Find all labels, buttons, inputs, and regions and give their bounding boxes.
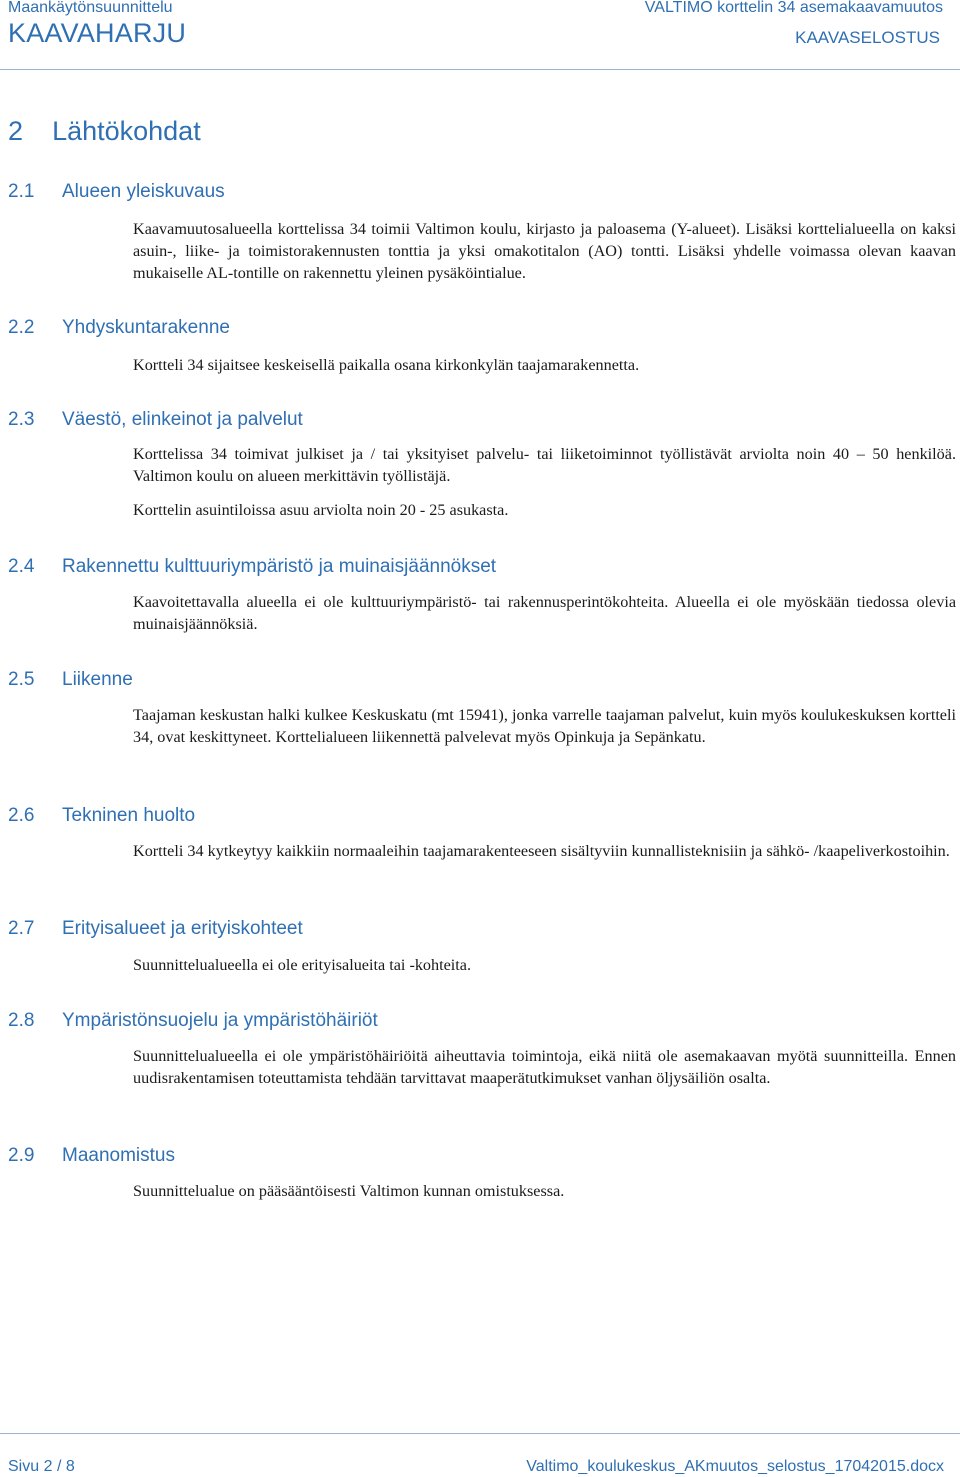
section-body xyxy=(133,591,956,635)
paragraph: Taajaman keskustan halki kulkee Keskuskatu (mt 15941), jonka varrelle taajaman palvelut, kuin myös koulukeskuksen kortteli 34, ovat keskittyneet. Korttelialueen liikennettä palvelevat myös Opinkuja ja Sepänkatu. xyxy=(133,706,956,746)
section-heading xyxy=(8,805,195,827)
section-number: 2.1 xyxy=(8,181,35,202)
chapter-title: Lähtökohdat xyxy=(52,116,201,146)
section-body xyxy=(133,1180,956,1202)
section-title: Maanomistus xyxy=(62,1145,175,1166)
section-heading xyxy=(8,1010,378,1032)
section-number: 2.7 xyxy=(8,918,35,939)
paragraph: Suunnittelualueella ei ole ympäristöhäiriöitä aiheuttavia toimintoja, eikä niitä ole asemakaavan myötä suunnitteilla. Ennen uudisrakentamisen toteuttamista tehdään tarvittavat maaperätutkimukset vanhan öljysäiliön osalta. xyxy=(133,1047,956,1087)
paragraph: Suunnittelualue on pääsääntöisesti Valtimon kunnan omistuksessa. xyxy=(133,1182,565,1200)
paragraph: Kortteli 34 sijaitsee keskeisellä paikalla osana kirkonkylän taajamarakennetta. xyxy=(133,356,640,374)
section-title: Väestö, elinkeinot ja palvelut xyxy=(62,409,303,430)
section-heading xyxy=(8,181,225,203)
section-heading xyxy=(8,409,303,431)
section-number: 2.6 xyxy=(8,805,35,826)
page-separator: / xyxy=(56,1458,62,1475)
paragraph: Kortteli 34 kytkeytyy kaikkiin normaaleihin taajamarakenteeseen sisältyviin kunnallisteknisiin ja sähkö- /kaapeliverkostoihin. xyxy=(133,842,950,860)
section-title: Tekninen huolto xyxy=(62,805,196,826)
footer-filename: Valtimo_koulukeskus_AKmuutos_selostus_17042015.docx xyxy=(526,1458,944,1475)
section-body xyxy=(133,704,956,748)
chapter-number: 2 xyxy=(8,116,24,146)
section-heading xyxy=(8,1145,175,1167)
page-total: 8 xyxy=(65,1458,75,1475)
header-department: Maankäytönsuunnittelu xyxy=(8,0,173,16)
header-divider xyxy=(0,69,960,70)
section-heading xyxy=(8,918,303,940)
header-document-type: KAAVASELOSTUS xyxy=(795,28,940,47)
section-body xyxy=(133,443,956,521)
footer-divider xyxy=(0,1433,960,1434)
paragraph: Korttelissa 34 toimivat julkiset ja / tai yksityiset palvelu- tai liiketoiminnot työllistävät arviolta noin 40 – 50 henkilöä. Valtimon koulu on alueen merkittävin työllistäjä. xyxy=(133,445,956,485)
page-indicator xyxy=(8,1458,75,1476)
section-number: 2.9 xyxy=(8,1145,35,1166)
section-title: Liikenne xyxy=(62,669,133,690)
header-project-title: VALTIMO korttelin 34 asemakaavamuutos xyxy=(644,0,943,16)
paragraph: Suunnittelualueella ei ole erityisalueita tai -kohteita. xyxy=(133,956,472,974)
section-heading xyxy=(8,317,230,339)
section-number: 2.4 xyxy=(8,556,35,577)
section-title: Erityisalueet ja erityiskohteet xyxy=(62,918,303,939)
header-company: KAAVAHARJU xyxy=(8,18,187,48)
section-body xyxy=(133,354,956,376)
section-body xyxy=(133,218,956,284)
section-number: 2.8 xyxy=(8,1010,35,1031)
section-heading xyxy=(8,669,133,691)
section-title: Rakennettu kulttuuriympäristö ja muinaisjäännökset xyxy=(62,556,497,577)
section-number: 2.3 xyxy=(8,409,35,430)
section-body xyxy=(133,840,956,862)
section-title: Ympäristönsuojelu ja ympäristöhäiriöt xyxy=(62,1010,378,1031)
paragraph: Kaavoitettavalla alueella ei ole kulttuuriympäristö- tai rakennusperintökohteita. Alueella ei ole myöskään tiedossa olevia muinaisjäännöksiä. xyxy=(133,593,956,633)
section-title: Yhdyskuntarakenne xyxy=(62,317,230,338)
page-label: Sivu xyxy=(8,1458,40,1475)
section-body xyxy=(133,1045,956,1089)
section-number: 2.2 xyxy=(8,317,35,338)
chapter-heading xyxy=(8,116,201,147)
paragraph: Kaavamuutosalueella korttelissa 34 toimii Valtimon koulu, kirjasto ja paloasema (Y-alueet). Lisäksi korttelialueella on kaksi asuin-, liike- ja toimistorakennusten tonttia ja yksi omakotitalon (AO) tontti. Lisäksi yhdelle voimassa olevan kaavan mukaiselle AL-tontille on rakennettu yleinen pysäköintialue. xyxy=(133,220,956,282)
section-body xyxy=(133,954,956,976)
section-heading xyxy=(8,556,496,578)
section-title: Alueen yleiskuvaus xyxy=(62,181,225,202)
section-number: 2.5 xyxy=(8,669,35,690)
page-current: 2 xyxy=(43,1458,53,1475)
paragraph: Korttelin asuintiloissa asuu arviolta noin 20 - 25 asukasta. xyxy=(133,501,509,519)
